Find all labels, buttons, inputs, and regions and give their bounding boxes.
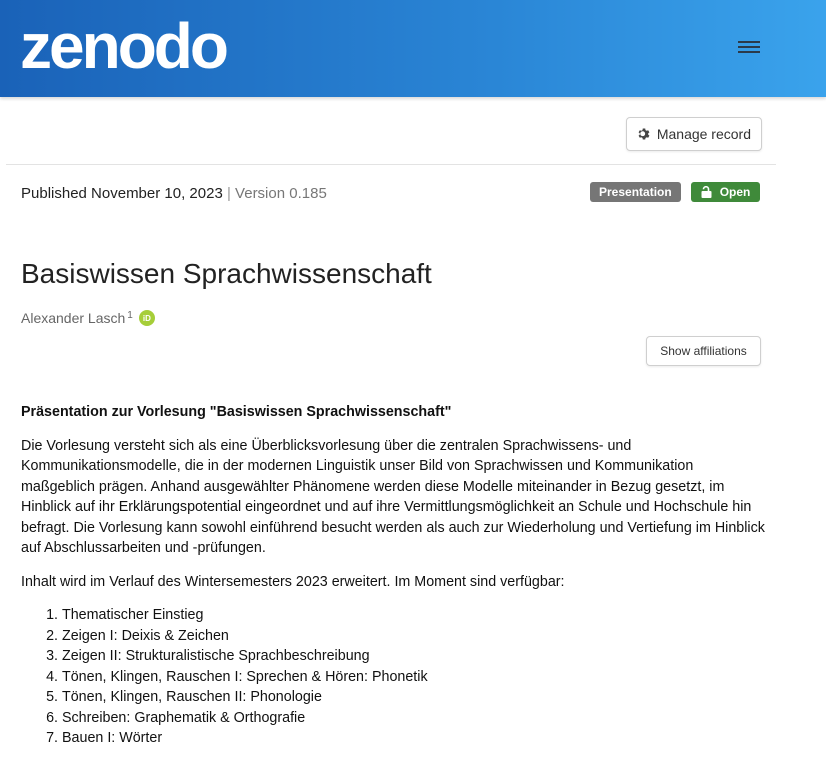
top-navbar bbox=[0, 0, 826, 97]
badges bbox=[590, 182, 760, 202]
description-subtitle: Präsentation zur Vorlesung "Basiswissen Sprachwissenschaft" bbox=[21, 404, 452, 420]
hamburger-menu-icon[interactable] bbox=[738, 38, 760, 60]
list-item: 6. Schreiben: Graphematik & Orthografie bbox=[62, 708, 766, 729]
description-paragraph: Die Vorlesung versteht sich als eine Überblicksvorlesung über die zentralen Sprachwissens- und Kommunikationsmodelle, die in der modernen Linguistik unser Bild von Sprachwissen und Kommunikation maßgeblich prägen. Anhand ausgewählter Phänomene werden diese Modelle miteinander in Bezug gesetzt, im Hinblick auf ihr Erklärungspotential eingeordnet und auf ihre Vermittlungsmöglichkeit an Schule und Hochschule hin befragt. Die Vorlesung kann sowohl einführend besucht werden als auch zur Wiederholung und Vertiefung im Hinblick auf Abschlussarbeiten und -prüfungen. bbox=[21, 437, 765, 556]
published-date: Published November 10, 2023 bbox=[21, 185, 223, 202]
unlock-icon bbox=[701, 186, 712, 198]
author-line bbox=[21, 310, 155, 326]
orcid-icon[interactable]: iD bbox=[139, 310, 155, 326]
manage-record-label: Manage record bbox=[656, 126, 751, 142]
content-list bbox=[21, 605, 766, 749]
list-item: 1. Thematischer Einstieg bbox=[62, 605, 766, 626]
resource-type-badge: Presentation bbox=[590, 182, 681, 202]
list-item: 3. Zeigen II: Strukturalistische Sprachbeschreibung bbox=[62, 646, 766, 667]
description-paragraph: Inhalt wird im Verlauf des Wintersemesters 2023 erweitert. Im Moment sind verfügbar: bbox=[21, 573, 565, 590]
manage-record-button[interactable] bbox=[626, 117, 762, 151]
meta-separator: | bbox=[226, 185, 231, 202]
show-affiliations-button[interactable]: Show affiliations bbox=[646, 336, 761, 366]
version-label: Version 0.185 bbox=[235, 185, 327, 202]
gear-icon bbox=[637, 127, 651, 141]
manage-bar bbox=[6, 97, 776, 165]
record-title: Basiswissen Sprachwissenschaft bbox=[21, 258, 432, 289]
access-badge-label: Open bbox=[719, 185, 751, 199]
list-item: 4. Tönen, Klingen, Rauschen I: Sprechen & Hören: Phonetik bbox=[62, 667, 766, 688]
affiliation-ref: 1 bbox=[127, 309, 133, 321]
zenodo-logo[interactable]: zenodo bbox=[20, 10, 226, 82]
description bbox=[21, 402, 766, 749]
record-meta bbox=[21, 185, 327, 202]
list-item: 5. Tönen, Klingen, Rauschen II: Phonologie bbox=[62, 687, 766, 708]
access-badge[interactable] bbox=[691, 182, 761, 202]
list-item: 7. Bauen I: Wörter bbox=[62, 728, 766, 749]
list-item: 2. Zeigen I: Deixis & Zeichen bbox=[62, 626, 766, 647]
author-name[interactable]: Alexander Lasch bbox=[21, 310, 126, 326]
